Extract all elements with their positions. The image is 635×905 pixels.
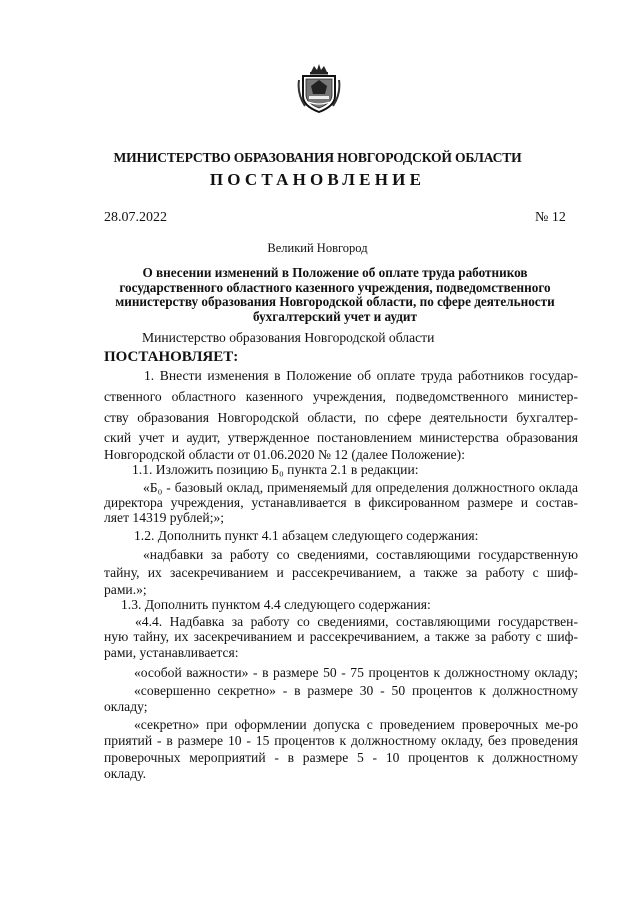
body-line: рами, устанавливается: [104, 645, 239, 660]
coat-of-arms-emblem [297, 62, 341, 114]
body-line: рами.»; [104, 582, 147, 597]
body-line: директора учреждения, устанавливается в фиксированном размере и состав- [104, 495, 578, 510]
body-line: «Б₀ - базовый оклад, применяемый для определения должностного оклада [143, 480, 578, 495]
document-subject: О внесении изменений в Положение об оплате труда работников государственного областного казенного учреждения, подведомственного министерству образования Новгородской области, по сфере деятельности бухгалтерский учет и аудит [115, 265, 555, 324]
body-line: тайну, их засекречиванием и рассекречиванием, а также за работу с шиф- [104, 565, 578, 580]
body-line: ственного областного казенного учреждения, подведомственного министер- [104, 389, 578, 404]
ministry-name: МИНИСТЕРСТВО ОБРАЗОВАНИЯ НОВГОРОДСКОЙ ОБЛАСТИ [113, 150, 522, 165]
body-line: 1. Внести изменения в Положение об оплате труда работников государ- [144, 368, 578, 383]
document-date: 28.07.2022 [104, 210, 167, 225]
body-line: «4.4. Надбавка за работу со сведениями, составляющими государствен- [135, 614, 578, 629]
body-line: «совершенно секретно» - в размере 30 - 50 процентов к должностному [134, 683, 578, 698]
body-line: приятий - в размере 10 - 15 процентов к должностному окладу, без проведения [104, 733, 578, 748]
body-line: ский учет и аудит, утвержденное постановлением министерства образования [104, 430, 578, 445]
body-line: 1.2. Дополнить пункт 4.1 абзацем следующего содержания: [134, 528, 479, 543]
body-line: 1.1. Изложить позицию Б₀ пункта 2.1 в редакции: [132, 462, 419, 477]
document-number: № 12 [535, 210, 566, 225]
document-city: Великий Новгород [267, 241, 368, 255]
body-line: «надбавки за работу со сведениями, составляющими государственную [143, 547, 578, 562]
decree-heading: ПОСТАНОВЛЯЕТ: [104, 349, 239, 365]
body-line: ную тайну, их засекречиванием и рассекречиванием, а также за работу с шиф- [104, 629, 578, 644]
body-line: ляет 14319 рублей;»; [104, 510, 225, 525]
body-line: окладу; [104, 699, 148, 714]
body-line: «секретно» при оформлении допуска с проведением проверочных ме-ро [134, 717, 578, 732]
body-line: 1.3. Дополнить пунктом 4.4 следующего содержания: [121, 597, 431, 612]
document-type-title: ПОСТАНОВЛЕНИЕ [209, 170, 426, 189]
body-line: окладу. [104, 766, 146, 781]
body-line: «особой важности» - в размере 50 - 75 процентов к должностному окладу; [134, 665, 578, 680]
body-line: проверочных мероприятий - в размере 5 - 10 процентов к должностному [104, 750, 578, 765]
body-line: Министерство образования Новгородской области [142, 330, 435, 345]
body-line: ству образования Новгородской области, по сфере деятельности бухгалтер- [104, 410, 578, 425]
body-line: Новгородской области от 01.06.2020 № 12 (далее Положение): [104, 447, 465, 462]
